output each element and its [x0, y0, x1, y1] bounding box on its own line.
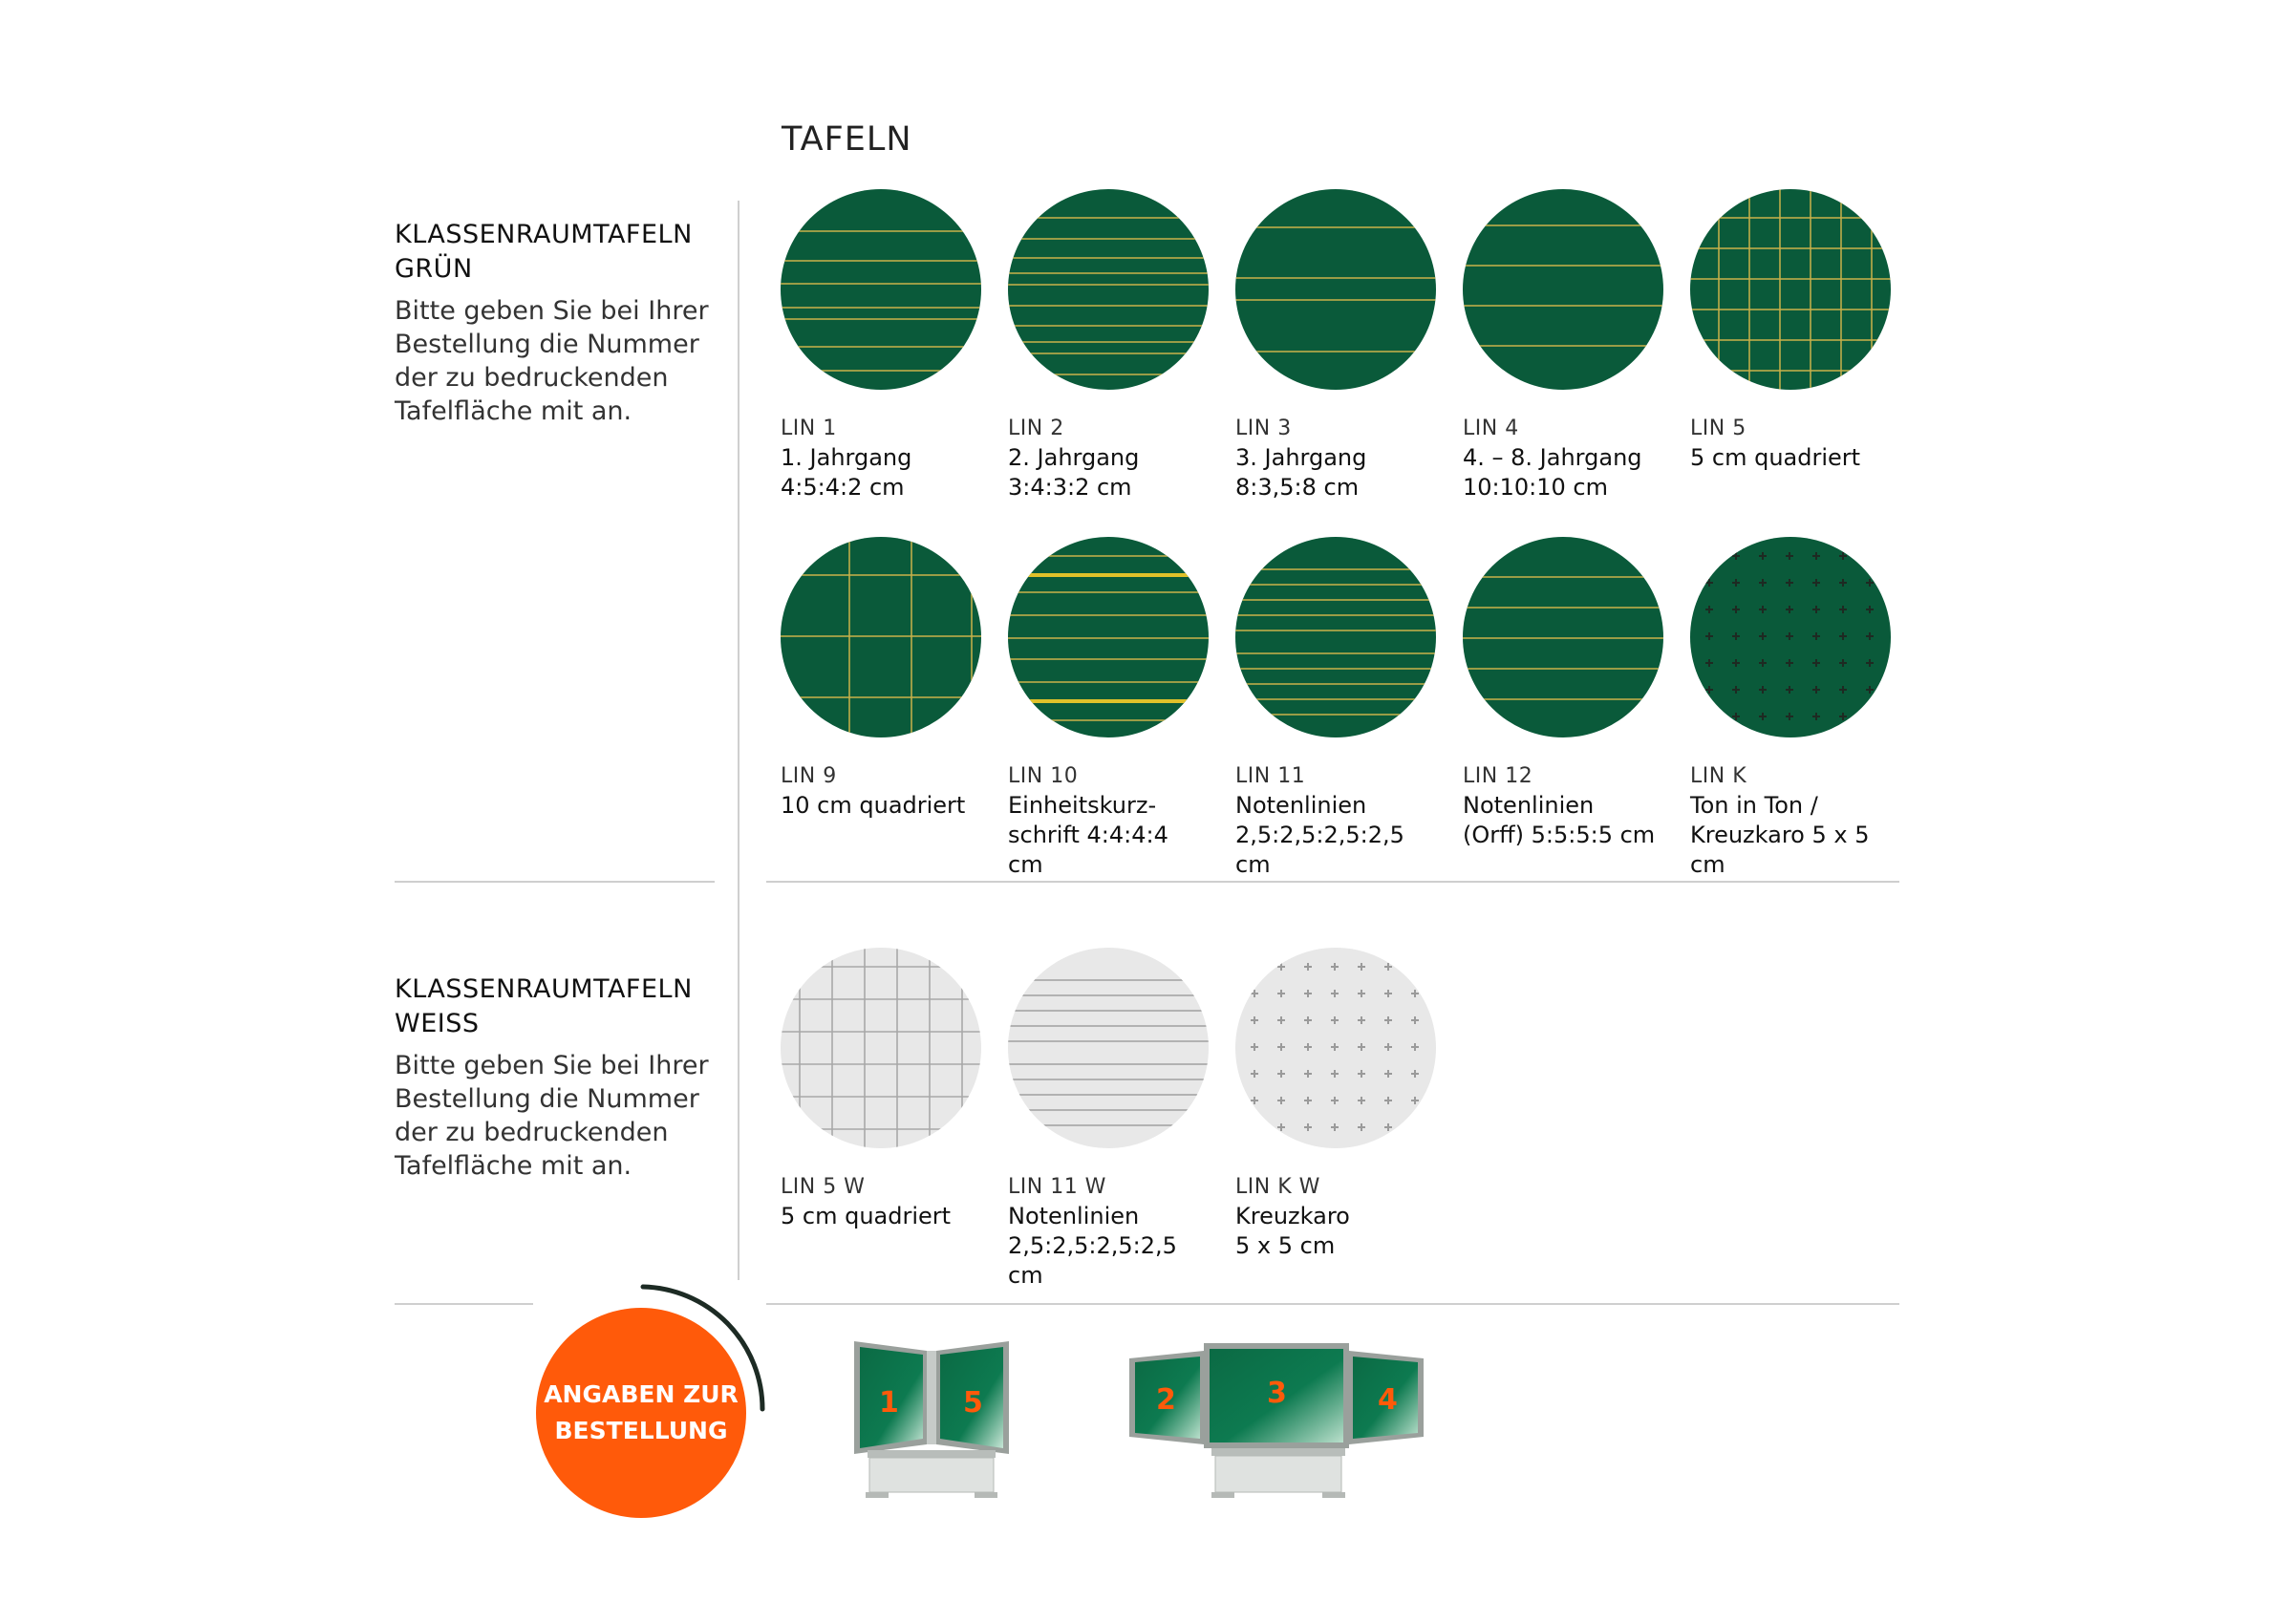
- board-sample-lin-2: [1008, 189, 1209, 502]
- divider-left-1: [395, 881, 715, 883]
- pattern-swatch-lin-k: [1690, 537, 1891, 737]
- order-info-badge: [528, 1275, 786, 1533]
- badge-circle: [536, 1308, 746, 1518]
- badge-line-2: BESTELLUNG: [554, 1417, 728, 1444]
- board-sample-lin-5-w: [781, 948, 981, 1231]
- pattern-swatch-lin-2: [1008, 189, 1209, 390]
- pattern-swatch-lin-k-w: [1235, 948, 1436, 1148]
- pattern-swatch-lin-11: [1235, 537, 1436, 737]
- board-sample-lin-10: [1008, 537, 1209, 880]
- divider-right-1: [766, 881, 1899, 883]
- item-code: LIN K W: [1235, 1175, 1320, 1199]
- pattern-swatch-lin-5-w: [781, 948, 981, 1148]
- divider-left-2: [395, 1303, 533, 1305]
- item-code: LIN 5 W: [781, 1175, 866, 1199]
- item-description: Notenlinien 2,5:2,5:2,5:2,5 cm: [1008, 1203, 1177, 1289]
- item-description: Notenlinien 2,5:2,5:2,5:2,5 cm: [1235, 792, 1404, 878]
- board-sample-lin-12: [1463, 537, 1663, 850]
- divider-right-2: [766, 1303, 1899, 1305]
- pattern-swatch-lin-1: [781, 189, 981, 390]
- badge-line-1: ANGABEN ZUR: [544, 1380, 739, 1408]
- item-description: Ton in Ton / Kreuzkaro 5 x 5 cm: [1690, 792, 1870, 878]
- section-white: [395, 972, 719, 1183]
- item-description: 10 cm quadriert: [781, 792, 966, 819]
- pattern-swatch-lin-4: [1463, 189, 1663, 390]
- section-description: Bitte geben Sie bei Ihrer Bestellung die Nummer der zu bedruckenden Tafelfläche mit an.: [395, 1051, 709, 1181]
- panel-number: 1: [879, 1386, 899, 1420]
- item-description: 4. – 8. Jahrgang 10:10:10 cm: [1463, 444, 1642, 501]
- item-description: 2. Jahrgang 3:4:3:2 cm: [1008, 444, 1140, 501]
- section-description: Bitte geben Sie bei Ihrer Bestellung die Nummer der zu bedruckenden Tafelfläche mit an.: [395, 296, 709, 426]
- section-green: [395, 218, 719, 428]
- board-sample-lin-5: [1690, 189, 1891, 473]
- panel-number: 2: [1156, 1383, 1176, 1417]
- board-sample-lin-4: [1463, 189, 1663, 502]
- pattern-swatch-lin-5: [1690, 189, 1891, 390]
- pattern-swatch-lin-11-w: [1008, 948, 1209, 1148]
- panel-number: 5: [963, 1386, 983, 1420]
- section-title: KLASSENRAUMTAFELN GRÜN: [395, 220, 693, 284]
- item-code: LIN 10: [1008, 764, 1079, 788]
- panel-number: 4: [1378, 1383, 1398, 1417]
- vertical-divider: [738, 201, 739, 1280]
- item-code: LIN 12: [1463, 764, 1533, 788]
- pattern-swatch-lin-10: [1008, 537, 1209, 737]
- item-description: Kreuzkaro 5 x 5 cm: [1235, 1203, 1350, 1259]
- item-code: LIN 3: [1235, 417, 1292, 440]
- board-sample-lin-1: [781, 189, 981, 502]
- item-description: 3. Jahrgang 8:3,5:8 cm: [1235, 444, 1367, 501]
- board-sample-lin-3: [1235, 189, 1436, 502]
- board-sample-lin-k: [1690, 537, 1891, 880]
- item-description: 5 cm quadriert: [1690, 444, 1861, 471]
- item-code: LIN K: [1690, 764, 1747, 788]
- item-code: LIN 4: [1463, 417, 1519, 440]
- pattern-swatch-lin-9: [781, 537, 981, 737]
- pattern-swatch-lin-3: [1235, 189, 1436, 390]
- item-code: LIN 1: [781, 417, 837, 440]
- item-code: LIN 5: [1690, 417, 1747, 440]
- section-title: KLASSENRAUMTAFELN WEISS: [395, 974, 693, 1038]
- panel-number: 3: [1267, 1377, 1287, 1410]
- item-description: 5 cm quadriert: [781, 1203, 952, 1229]
- three-wing-board-illustration: [1127, 1337, 1428, 1509]
- item-description: Einheitskurz- schrift 4:4:4:4 cm: [1008, 792, 1168, 878]
- item-code: LIN 11 W: [1008, 1175, 1106, 1199]
- board-sample-lin-9: [781, 537, 981, 821]
- board-sample-lin-11-w: [1008, 948, 1209, 1291]
- item-description: 1. Jahrgang 4:5:4:2 cm: [781, 444, 912, 501]
- item-code: LIN 11: [1235, 764, 1306, 788]
- board-sample-lin-11: [1235, 537, 1436, 880]
- pattern-swatch-lin-12: [1463, 537, 1663, 737]
- board-sample-lin-k-w: [1235, 948, 1436, 1261]
- item-code: LIN 2: [1008, 417, 1064, 440]
- item-description: Notenlinien (Orff) 5:5:5:5 cm: [1463, 792, 1656, 848]
- item-code: LIN 9: [781, 764, 837, 788]
- page-title: TAFELN: [782, 120, 912, 159]
- two-wing-board-illustration: [850, 1337, 1013, 1509]
